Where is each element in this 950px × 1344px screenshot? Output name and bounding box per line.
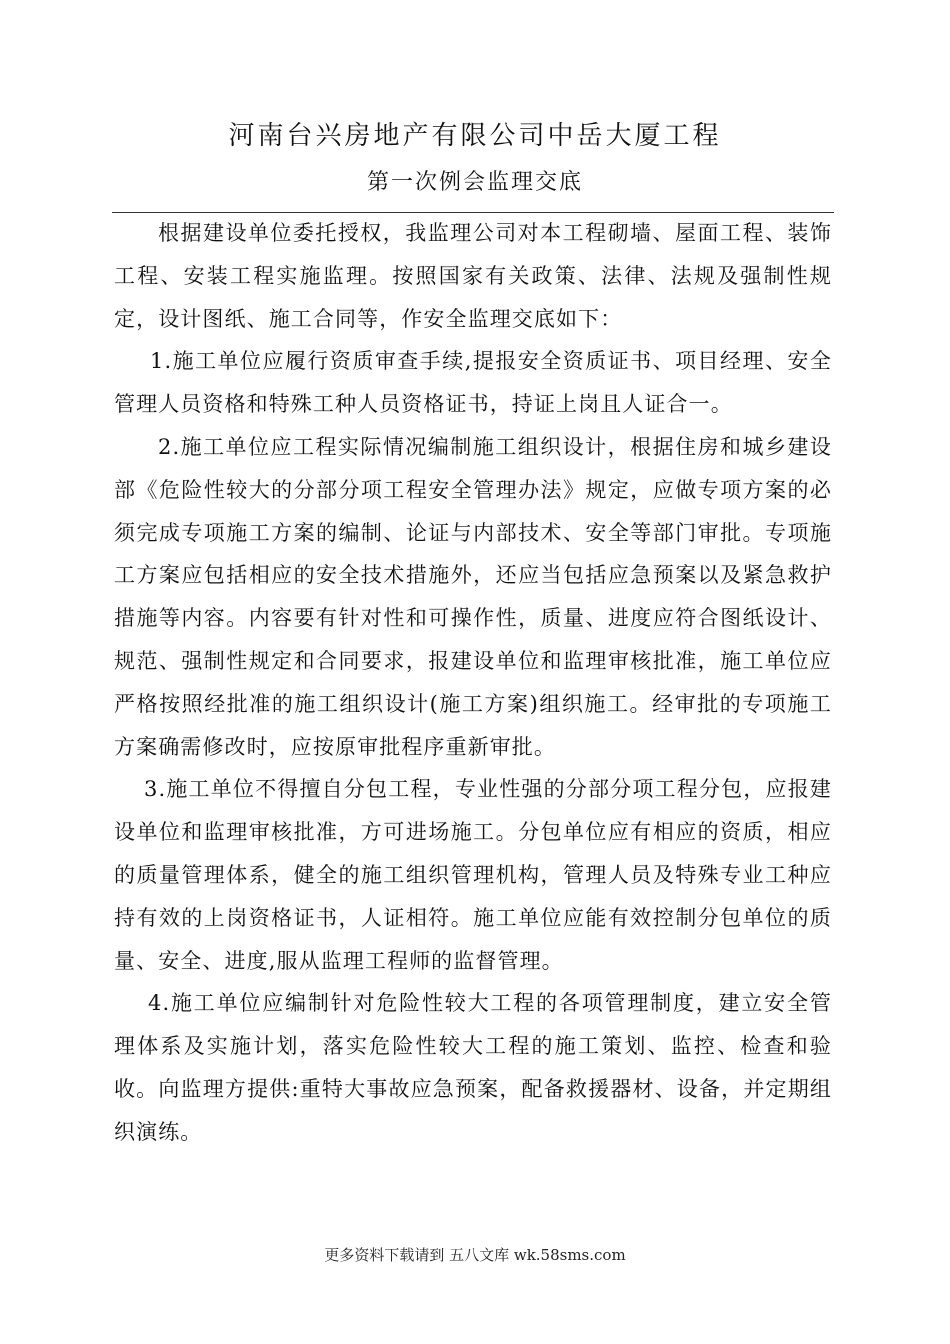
- clause-4-paragraph: 4.施工单位应编制针对危险性较大工程的各项管理制度，建立安全管理体系及实施计划，落实危险性较大工程的施工策划、监控、检查和验收。向监理方提供:重特大事故应急预案，配备救援器材、设备，并定期组织演练。: [114, 991, 832, 1144]
- document-body: [114, 212, 832, 1154]
- footer-link-text[interactable]: 更多资料下载请到 五八文库 wk.58sms.com: [324, 1246, 626, 1264]
- intro-paragraph: 根据建设单位委托授权，我监理公司对本工程砌墙、屋面工程、装饰工程、安装工程实施监理。按照国家有关政策、法律、法规及强制性规定，设计图纸、施工合同等，作安全监理交底如下：: [114, 221, 832, 331]
- document-subtitle: 第一次例会监理交底: [366, 170, 583, 195]
- clause-2-paragraph: 2.施工单位应工程实际情况编制施工组织设计，根据住房和城乡建设部《危险性较大的分部分项工程安全管理办法》规定，应做专项方案的必须完成专项施工方案的编制、论证与内部技术、安全等部门审批。专项施工方案应包括相应的安全技术措施外，还应当包括应急预案以及紧急救护措施等内容。内容要有针对性和可操作性，质量、进度应符合图纸设计、规范、强制性规定和合同要求，报建设单位和监理审核批准，施工单位应严格按照经批准的施工组织设计(施工方案)组织施工。经审批的专项施工方案确需修改时，应按原审批程序重新审批。: [114, 434, 832, 759]
- document-title: 河南台兴房地产有限公司中岳大厦工程: [228, 121, 722, 151]
- clause-3-paragraph: 3.施工单位不得擅自分包工程，专业性强的分部分项工程分包，应报建设单位和监理审核批准，方可进场施工。分包单位应有相应的资质，相应的质量管理体系，健全的施工组织管理机构，管理人员及特殊专业工种应持有效的上岗资格证书，人证相符。施工单位应能有效控制分包单位的质量、安全、进度,服从监理工程师的监督管理。: [114, 777, 832, 973]
- clause-1-paragraph: 1.施工单位应履行资质审查手续,提报安全资质证书、项目经理、安全管理人员资格和特殊工种人员资格证书，持证上岗且人证合一。: [114, 349, 832, 417]
